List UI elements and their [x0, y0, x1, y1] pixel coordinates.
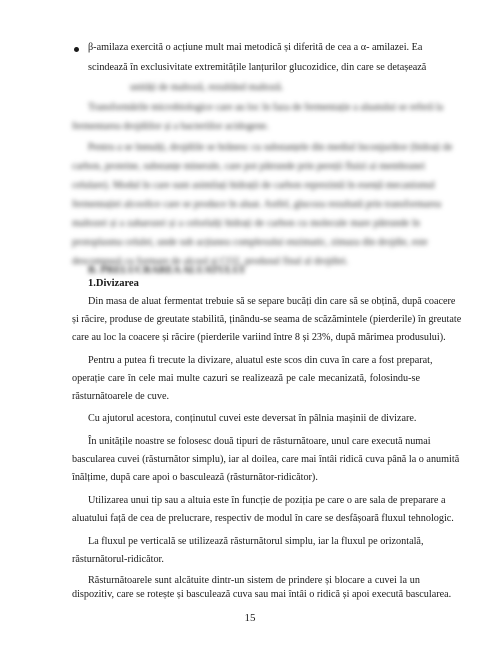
blurred-text-line: fermentației alcoolice care se produce în aluat. Astfel, glucoza rezultată prin transformarea — [72, 199, 442, 210]
paragraph-line: răsturnătorul-ridicător. — [72, 554, 164, 565]
blurred-text-line: carbon, proteine, substanțe minerale, care pot pătrunde prin pereții fluizi ai membranei — [72, 161, 426, 172]
bullet-line-blurred: unități de maltoză, rezultând maltoză. — [130, 82, 284, 93]
paragraph-line: Utilizarea unui tip sau a altuia este în funcție de poziția pe care o are sala de preparare a — [88, 495, 446, 506]
paragraph-line: înălțime, după care apoi o basculează (răsturnător-ridicător). — [72, 472, 318, 483]
paragraph-line: Din masa de aluat fermentat trebuie să se separe bucăți din care să se obțină, după coacere — [88, 296, 456, 307]
paragraph-line: La fluxul pe verticală se utilizează răsturnătorul simplu, iar la fluxul pe orizontală, — [88, 536, 424, 547]
subheading: 1.Divizarea — [88, 278, 139, 289]
bullet-dot — [74, 47, 79, 52]
paragraph-line: aluatului față de cea de prelucrare, respectiv de modul în care se desfășoară fluxul tehnologic. — [72, 513, 454, 524]
blurred-text-line: protoplasma celulei, unde sub acțiunea complexului enzimatic, zimaza din drojdie, este — [72, 237, 428, 248]
page-number: 15 — [244, 612, 256, 624]
blurred-text-line: maltozei și a zaharozei și a celorlalți hidrați de carbon cu molecule mare pătrunde în — [72, 218, 420, 229]
blurred-text-line: Pentru a se înmulți, drojdiile se hrănesc cu substanțele din mediul înconjurător (hidrați de — [88, 142, 453, 153]
paragraph-line: Pentru a putea fi trecute la divizare, aluatul este scos din cuva în care a fost preparat, — [88, 355, 433, 366]
bullet-line: β-amilaza exercită o acțiune mult mai metodică și diferită de cea a α- amilazei. Ea — [88, 42, 423, 53]
paragraph-line: dispozitiv, care se rotește și basculează cuva sau mai întâi o ridică și apoi execută bascularea. — [72, 589, 452, 600]
paragraph-line: răsturnătoarele de cuve. — [72, 391, 170, 402]
blurred-text-line: celulare). Modul în care sunt asimilați hidrații de carbon reprezintă în esență mecanismul — [72, 180, 435, 191]
section-heading: B. PRELUCRAREA ALUATULUI — [88, 265, 245, 276]
blurred-text-line: descompusă cu formare de alcool și CO2, produsul final al drojdiei. — [72, 256, 349, 267]
paragraph-line: În unitățile noastre se folosesc două tipuri de răsturnătoare, unul care execută numai — [88, 436, 431, 447]
paragraph-line: Cu ajutorul acestora, conținutul cuvei este deversat în pâlnia mașinii de divizare. — [88, 413, 417, 424]
blurred-text-line: fermentarea drojdiilor și a bacteriilor acidogene. — [72, 121, 269, 132]
paragraph-line: care au loc la coacere și răcire (pierderile variind între 8 și 23%, după mărimea produsului). — [72, 332, 446, 343]
paragraph-line: bascularea cuvei (răsturnător simplu), iar al doilea, care mai întâi ridică cuva până la o anumită — [72, 454, 460, 465]
blurred-text-line: Transformările microbiologice care au loc în faza de fermentație a aluatului se referă la — [88, 102, 444, 113]
paragraph-line: și răcire, produse de greutate stabilită, ținându-se seama de scăzămintele (pierderile) în greutate — [72, 314, 462, 325]
bullet-line: scindează în exclusivitate extremitățile lanțurilor glucozidice, din care se detașează — [88, 62, 427, 73]
paragraph-line: operație care în cele mai multe cazuri se realizează pe cale mecanizată, folosindu-se — [72, 373, 420, 384]
paragraph-line: Răsturnătoarele sunt alcătuite dintr-un sistem de prindere și blocare a cuvei la un — [88, 575, 420, 586]
